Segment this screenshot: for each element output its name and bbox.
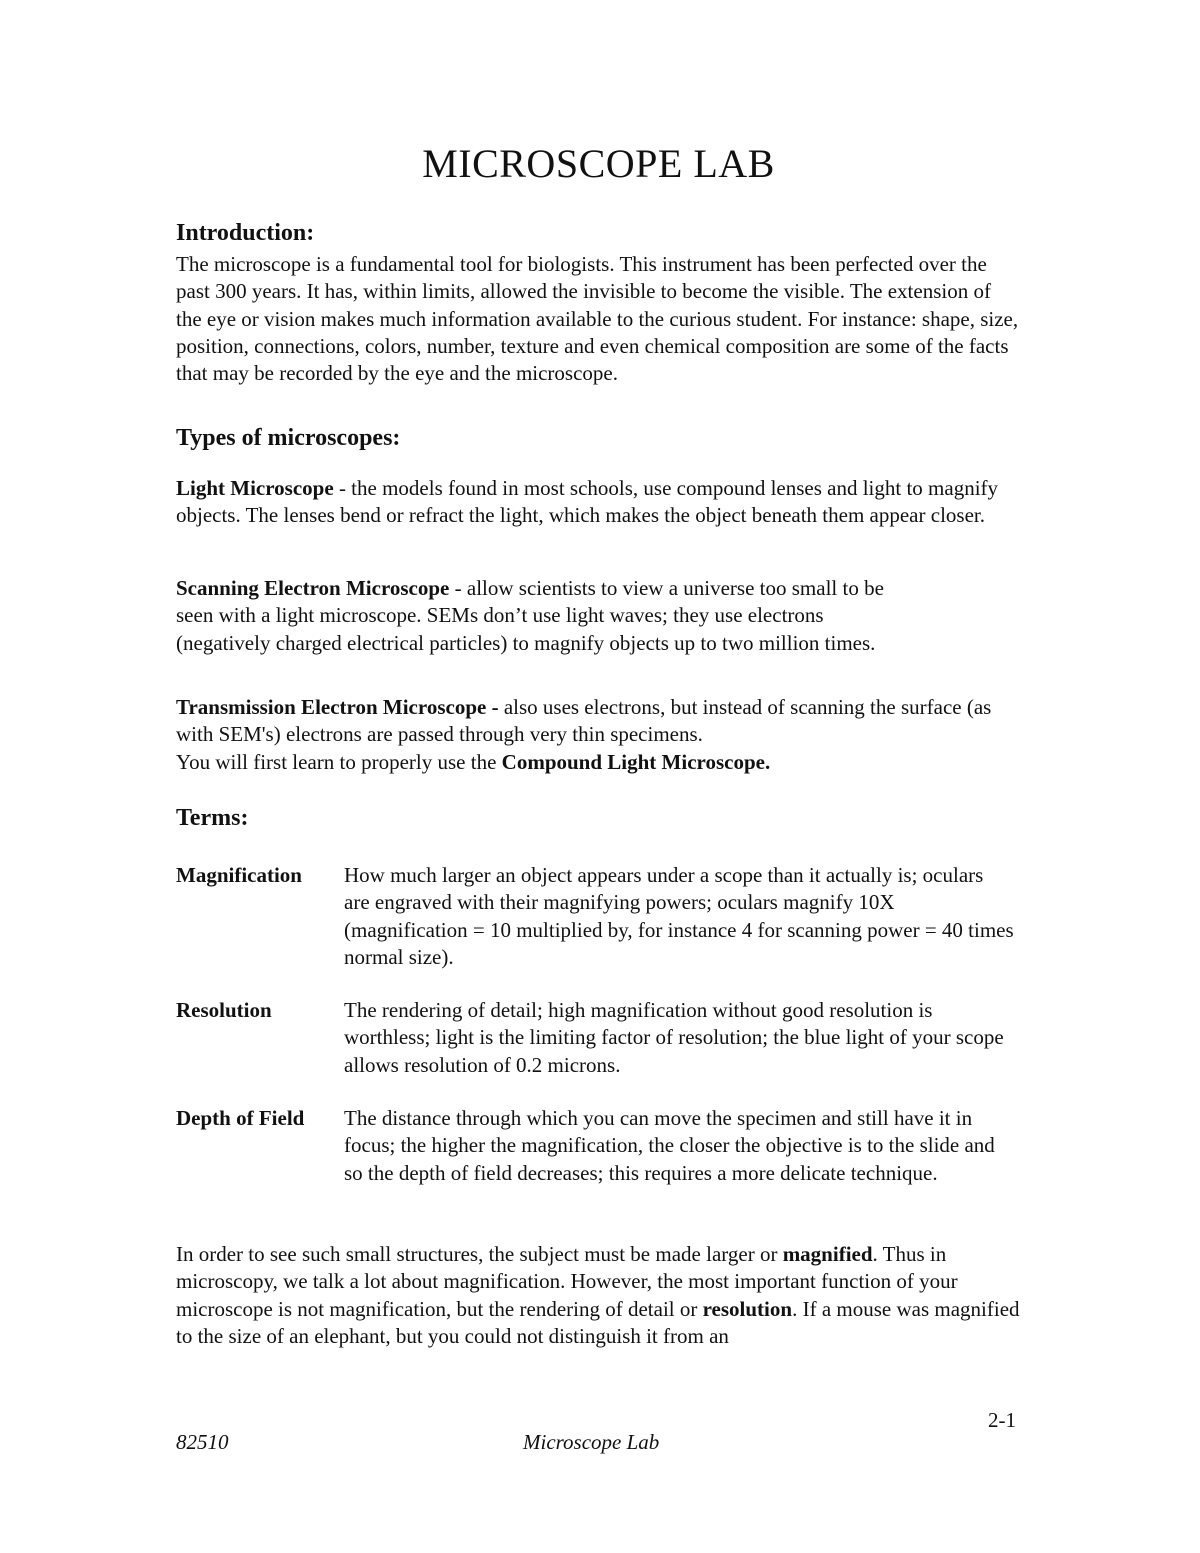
closing-text: . If a mouse was magnified to the size of an elephant, but you could not distinguish it from an: [176, 1296, 1020, 1348]
light-microscope-text: - the models found in most schools, use compound lenses and light to magnify objects. The lenses bend or refract the light, which makes the object beneath them appear closer.: [176, 476, 999, 528]
introduction-paragraph: The microscope is a fundamental tool for biologists. This instrument has been perfected over the past 300 years. It has, within limits, allowed the invisible to become the visible. The extension of the eye or vision makes much information available to the curious student. For instance: shape, size, position, connections, colors, number, texture and even chemical composition are some of the facts that may be recorded by the eye and the microscope.: [176, 252, 1019, 386]
sem-paragraph: [176, 575, 921, 657]
closing-paragraph: [176, 1241, 1021, 1350]
tem-text: also uses electrons, but instead of scanning the surface (as with SEM's) electrons are passed through very thin specimens.: [176, 695, 992, 747]
sem-term: Scanning Electron Microscope: [176, 576, 450, 600]
tem-paragraph: [176, 694, 998, 776]
term-definition: How much larger an object appears under a scope than it actually is; oculars are engraved with their magnifying powers; oculars magnify 10X (magnification = 10 multiplied by, for instance 4 for scanning power = 40 times normal size).: [344, 863, 1014, 969]
page-title: MICROSCOPE LAB: [422, 141, 775, 186]
light-microscope-paragraph: [176, 475, 1021, 530]
document-page: [176, 0, 1021, 1553]
term-name: Depth of Field: [176, 1106, 305, 1130]
page-number: 2-1: [988, 1408, 1016, 1432]
footer-doc-name: Microscope Lab: [523, 1430, 660, 1454]
term-definition: The distance through which you can move the specimen and still have it in focus; the higher the magnification, the closer the objective is to the slide and so the depth of field decreases; this requires a more delicate technique.: [344, 1106, 995, 1185]
introduction-heading: Introduction:: [176, 220, 315, 246]
types-heading: Types of microscopes:: [176, 425, 401, 451]
magnified-term: magnified: [782, 1242, 873, 1266]
compound-prefix: You will first learn to properly use the: [176, 749, 502, 774]
light-microscope-term: Light Microscope: [176, 476, 334, 500]
closing-text: . Thus in microscopy, we talk a lot about magnification. However, the most important function of your microscope is not magnification, but the rendering of detail or: [176, 1242, 958, 1321]
term-name: Resolution: [176, 998, 272, 1022]
compound-term: Compound Light Microscope.: [501, 749, 771, 774]
closing-text: In order to see such small structures, the subject must be made larger or: [176, 1242, 783, 1266]
term-name: Magnification: [176, 863, 302, 887]
sem-text: - allow scientists to view a universe too small to be seen with a light microscope. SEMs don’t use light waves; they use electrons (negatively charged electrical particles) to magnify objects up to two million times.: [176, 576, 884, 655]
resolution-term: resolution: [702, 1296, 793, 1321]
tem-term: Transmission Electron Microscope -: [176, 695, 499, 719]
term-definition: The rendering of detail; high magnification without good resolution is worthless; light is the limiting factor of resolution; the blue light of your scope allows resolution of 0.2 microns.: [344, 998, 1004, 1077]
terms-heading: Terms:: [176, 805, 249, 831]
footer-code: 82510: [176, 1430, 229, 1454]
